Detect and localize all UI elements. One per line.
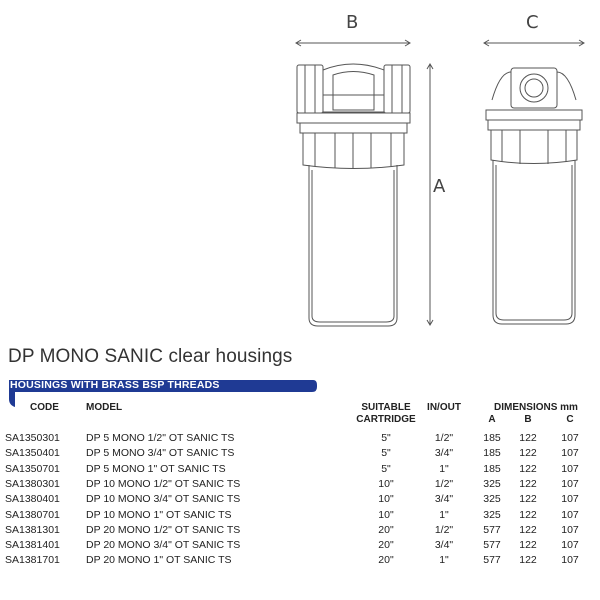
cell-c: 107 <box>561 508 579 521</box>
cell-model: DP 10 MONO 1/2" OT SANIC TS <box>86 477 241 490</box>
cell-a: 185 <box>483 432 501 444</box>
cell-c: 107 <box>561 539 579 552</box>
cell-cartridge: 10" <box>378 477 394 490</box>
cell-b: 122 <box>519 462 537 475</box>
cell-cartridge: 10" <box>378 493 394 506</box>
cell-code: SA1350301 <box>5 432 60 444</box>
column-header-dimensions: DIMENSIONS mm <box>494 402 578 413</box>
cell-c: 107 <box>561 432 579 444</box>
cell-model: DP 20 MONO 1/2" OT SANIC TS <box>86 523 241 536</box>
cell-inout: 1" <box>439 462 449 475</box>
cell-a: 325 <box>483 477 501 490</box>
cell-cartridge: 20" <box>378 539 394 552</box>
column-header-cartridge-line2: CARTRIDGE <box>356 414 416 425</box>
cell-cartridge: 5" <box>381 462 391 475</box>
column-header-code: CODE <box>30 402 59 413</box>
cell-b: 122 <box>519 477 537 490</box>
cell-inout: 3/4" <box>434 447 454 460</box>
cell-b: 122 <box>519 523 537 536</box>
cell-cartridge: 5" <box>381 447 391 460</box>
section-header-label: HOUSINGS WITH BRASS BSP THREADS <box>10 379 220 391</box>
cell-cartridge: 20" <box>378 523 394 536</box>
cell-c: 107 <box>561 477 579 490</box>
cell-inout: 1/2" <box>434 477 454 490</box>
cell-inout: 1" <box>439 508 449 521</box>
cell-cartridge: 10" <box>378 508 394 521</box>
column-header-c: C <box>566 414 574 425</box>
cell-a: 185 <box>483 462 501 475</box>
cell-inout: 1/2" <box>434 432 454 444</box>
cell-a: 185 <box>483 447 501 460</box>
cell-model: DP 10 MONO 3/4" OT SANIC TS <box>86 493 241 506</box>
cell-a: 577 <box>483 539 501 552</box>
column-header-b: B <box>524 414 532 425</box>
cell-code: SA1381301 <box>5 523 60 536</box>
cell-code: SA1381401 <box>5 539 60 552</box>
cell-code: SA1381701 <box>5 554 60 567</box>
cell-a: 325 <box>483 508 501 521</box>
cell-code: SA1350401 <box>5 447 60 460</box>
dimension-label-c: C <box>526 12 539 33</box>
cell-model: DP 20 MONO 3/4" OT SANIC TS <box>86 539 241 552</box>
cell-model: DP 10 MONO 1" OT SANIC TS <box>86 508 232 521</box>
cell-inout: 1/2" <box>434 523 454 536</box>
cell-c: 107 <box>561 523 579 536</box>
cell-code: SA1380401 <box>5 493 60 506</box>
page-title: DP MONO SANIC clear housings <box>8 346 293 367</box>
cell-model: DP 20 MONO 1" OT SANIC TS <box>86 554 232 567</box>
dimension-label-b: B <box>346 12 359 33</box>
cell-c: 107 <box>561 447 579 460</box>
cell-b: 122 <box>519 508 537 521</box>
cell-code: SA1350701 <box>5 462 60 475</box>
column-header-a: A <box>488 414 496 425</box>
cell-b: 122 <box>519 539 537 552</box>
cell-model: DP 5 MONO 1/2" OT SANIC TS <box>86 432 235 444</box>
cell-a: 577 <box>483 554 501 567</box>
cell-inout: 1" <box>439 554 449 567</box>
cell-c: 107 <box>561 493 579 506</box>
cell-a: 577 <box>483 523 501 536</box>
cell-b: 122 <box>519 493 537 506</box>
dimension-label-a: A <box>433 176 446 197</box>
cell-b: 122 <box>519 554 537 567</box>
cell-code: SA1380301 <box>5 477 60 490</box>
cell-c: 107 <box>561 462 579 475</box>
cell-code: SA1380701 <box>5 508 60 521</box>
cell-b: 122 <box>519 432 537 444</box>
cell-b: 122 <box>519 447 537 460</box>
column-header-cartridge-line1: SUITABLE <box>361 402 411 413</box>
column-header-model: MODEL <box>86 402 123 413</box>
column-header-inout: IN/OUT <box>427 402 461 413</box>
cell-cartridge: 5" <box>381 432 391 444</box>
cell-a: 325 <box>483 493 501 506</box>
cell-model: DP 5 MONO 3/4" OT SANIC TS <box>86 447 235 460</box>
cell-inout: 3/4" <box>434 493 454 506</box>
cell-inout: 3/4" <box>434 539 454 552</box>
cell-c: 107 <box>561 554 579 567</box>
cell-cartridge: 20" <box>378 554 394 567</box>
cell-model: DP 5 MONO 1" OT SANIC TS <box>86 462 226 475</box>
